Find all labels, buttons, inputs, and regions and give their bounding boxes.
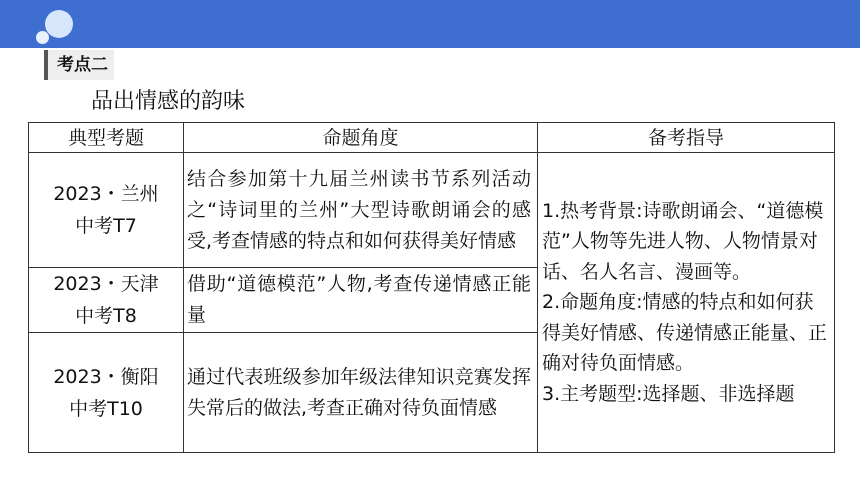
- guide-item: 1.热考背景:诗歌朗诵会、“道德模范”人物等先进人物、人物情景对话、名人名言、漫画等。: [542, 199, 824, 283]
- angle-cell: 结合参加第十九届兰州读书节系列活动之“诗词里的兰州”大型诗歌朗诵会的感受,考查情感的特点和如何获得美好情感: [184, 153, 538, 268]
- exam-cell: [29, 268, 184, 333]
- decorative-circle-small: [36, 31, 49, 44]
- angle-cell: 通过代表班级参加年级法律知识竞赛发挥失常后的做法,考查正确对待负面情感: [184, 333, 538, 453]
- angle-cell: 借助“道德模范”人物,考查传递情感正能量: [184, 268, 538, 333]
- guide-item: 3.主考题型:选择题、非选择题: [542, 382, 795, 405]
- guide-cell: [538, 153, 835, 453]
- exam-source: 2023・衡阳: [53, 365, 159, 388]
- exam-number: 中考T10: [69, 397, 143, 420]
- table-header-row: [29, 123, 835, 153]
- exam-number: 中考T7: [75, 215, 137, 237]
- exam-source: 2023・兰州: [53, 183, 159, 205]
- header-typical-question: 典型考题: [29, 123, 184, 153]
- exam-source: 2023・天津: [53, 273, 159, 295]
- section-tag: 考点二: [44, 50, 114, 80]
- exam-cell: [29, 153, 184, 268]
- decorative-circle-large: [45, 10, 73, 38]
- header-bar: [0, 0, 860, 48]
- table-row: [29, 153, 835, 268]
- section-subtitle: 品出情感的韵味: [91, 89, 246, 114]
- exam-number: 中考T8: [75, 305, 137, 327]
- exam-table: [28, 122, 835, 453]
- guide-item: 2.命题角度:情感的特点和如何获得美好情感、传递情感正能量、正确对待负面情感。: [542, 291, 828, 375]
- header-question-angle: 命题角度: [184, 123, 538, 153]
- exam-cell: [29, 333, 184, 453]
- header-exam-guide: 备考指导: [538, 123, 835, 153]
